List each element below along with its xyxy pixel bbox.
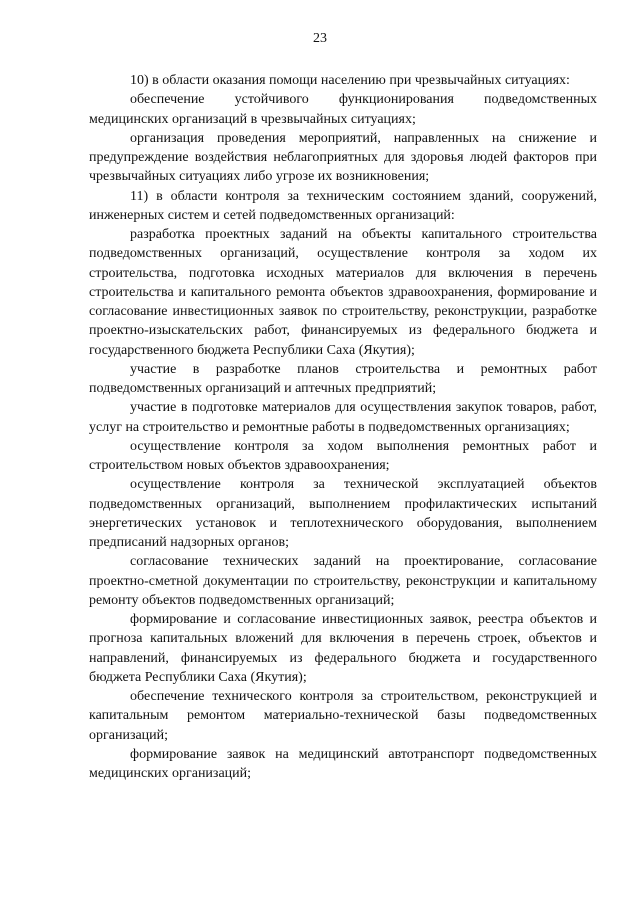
paragraph-construction-plans: участие в разработке планов строительства и ремонтных работ подведомственных организаций и аптечных предприятий;	[89, 361, 597, 396]
paragraph-procurement: участие в подготовке материалов для осуществления закупок товаров, работ, услуг на строительство и ремонтные работы в подведомственных организациях;	[89, 400, 597, 435]
paragraph-technical-control-heading: 11) в области контроля за техническим состоянием зданий, сооружений, инженерных систем и сетей подведомственных организаций:	[89, 188, 597, 223]
paragraph-ambulance-requests: формирование заявок на медицинский автотранспорт подведомственных медицинских организаций;	[89, 746, 597, 781]
paragraph-investment-registry: формирование и согласование инвестиционных заявок, реестра объектов и прогноза капитальных вложений для включения в перечень строек, объектов и направлений, финансируемых из федерального бюджета и государственного бюджета Республики Саха (Якутия);	[89, 612, 597, 685]
paragraph-emergency-heading: 10) в области оказания помощи населению при чрезвычайных ситуациях:	[130, 73, 570, 88]
paragraph-design-approval: согласование технических заданий на проектирование, согласование проектно-сметной документации по строительству, реконструкции и капитальному ремонту объектов подведомственных организаций;	[89, 554, 597, 608]
paragraph-emergency-prevention: организация проведения мероприятий, направленных на снижение и предупреждение воздействия неблагоприятных для здоровья людей факторов при чрезвычайных ситуациях либо угрозе их возникновения;	[89, 130, 597, 185]
paragraph-operation-control: осуществление контроля за технической эксплуатацией объектов подведомственных организаций, выполнением профилактических испытаний энергетических установок и теплотехнического оборудования, выполнением предписаний надзорных органов;	[89, 477, 597, 550]
paragraph-emergency-stability: обеспечение устойчивого функционирования подведомственных медицинских организаций в чрезвычайных ситуациях;	[89, 92, 597, 127]
paragraph-repair-control: осуществление контроля за ходом выполнения ремонтных работ и строительством новых объектов здравоохранения;	[89, 438, 597, 473]
page-number: 23	[313, 31, 327, 46]
paragraph-project-tasks: разработка проектных заданий на объекты капитального строительства подведомственных организаций, осуществление контроля за ходом их строительства, подготовка исходных материалов для включения в перечень строительства и капитального ремонта объектов здравоохранения, формирование и согласование инвестиционных заявок по строительству, реконструкции, разработке проектно-изыскательских работ, финансируемых из федерального бюджета и государственного бюджета Республики Саха (Якутия);	[89, 227, 597, 358]
document-body	[89, 71, 597, 783]
paragraph-technical-supervision: обеспечение технического контроля за строительством, реконструкцией и капитальным ремонтом материально-технической базы подведомственных организаций;	[89, 689, 597, 743]
